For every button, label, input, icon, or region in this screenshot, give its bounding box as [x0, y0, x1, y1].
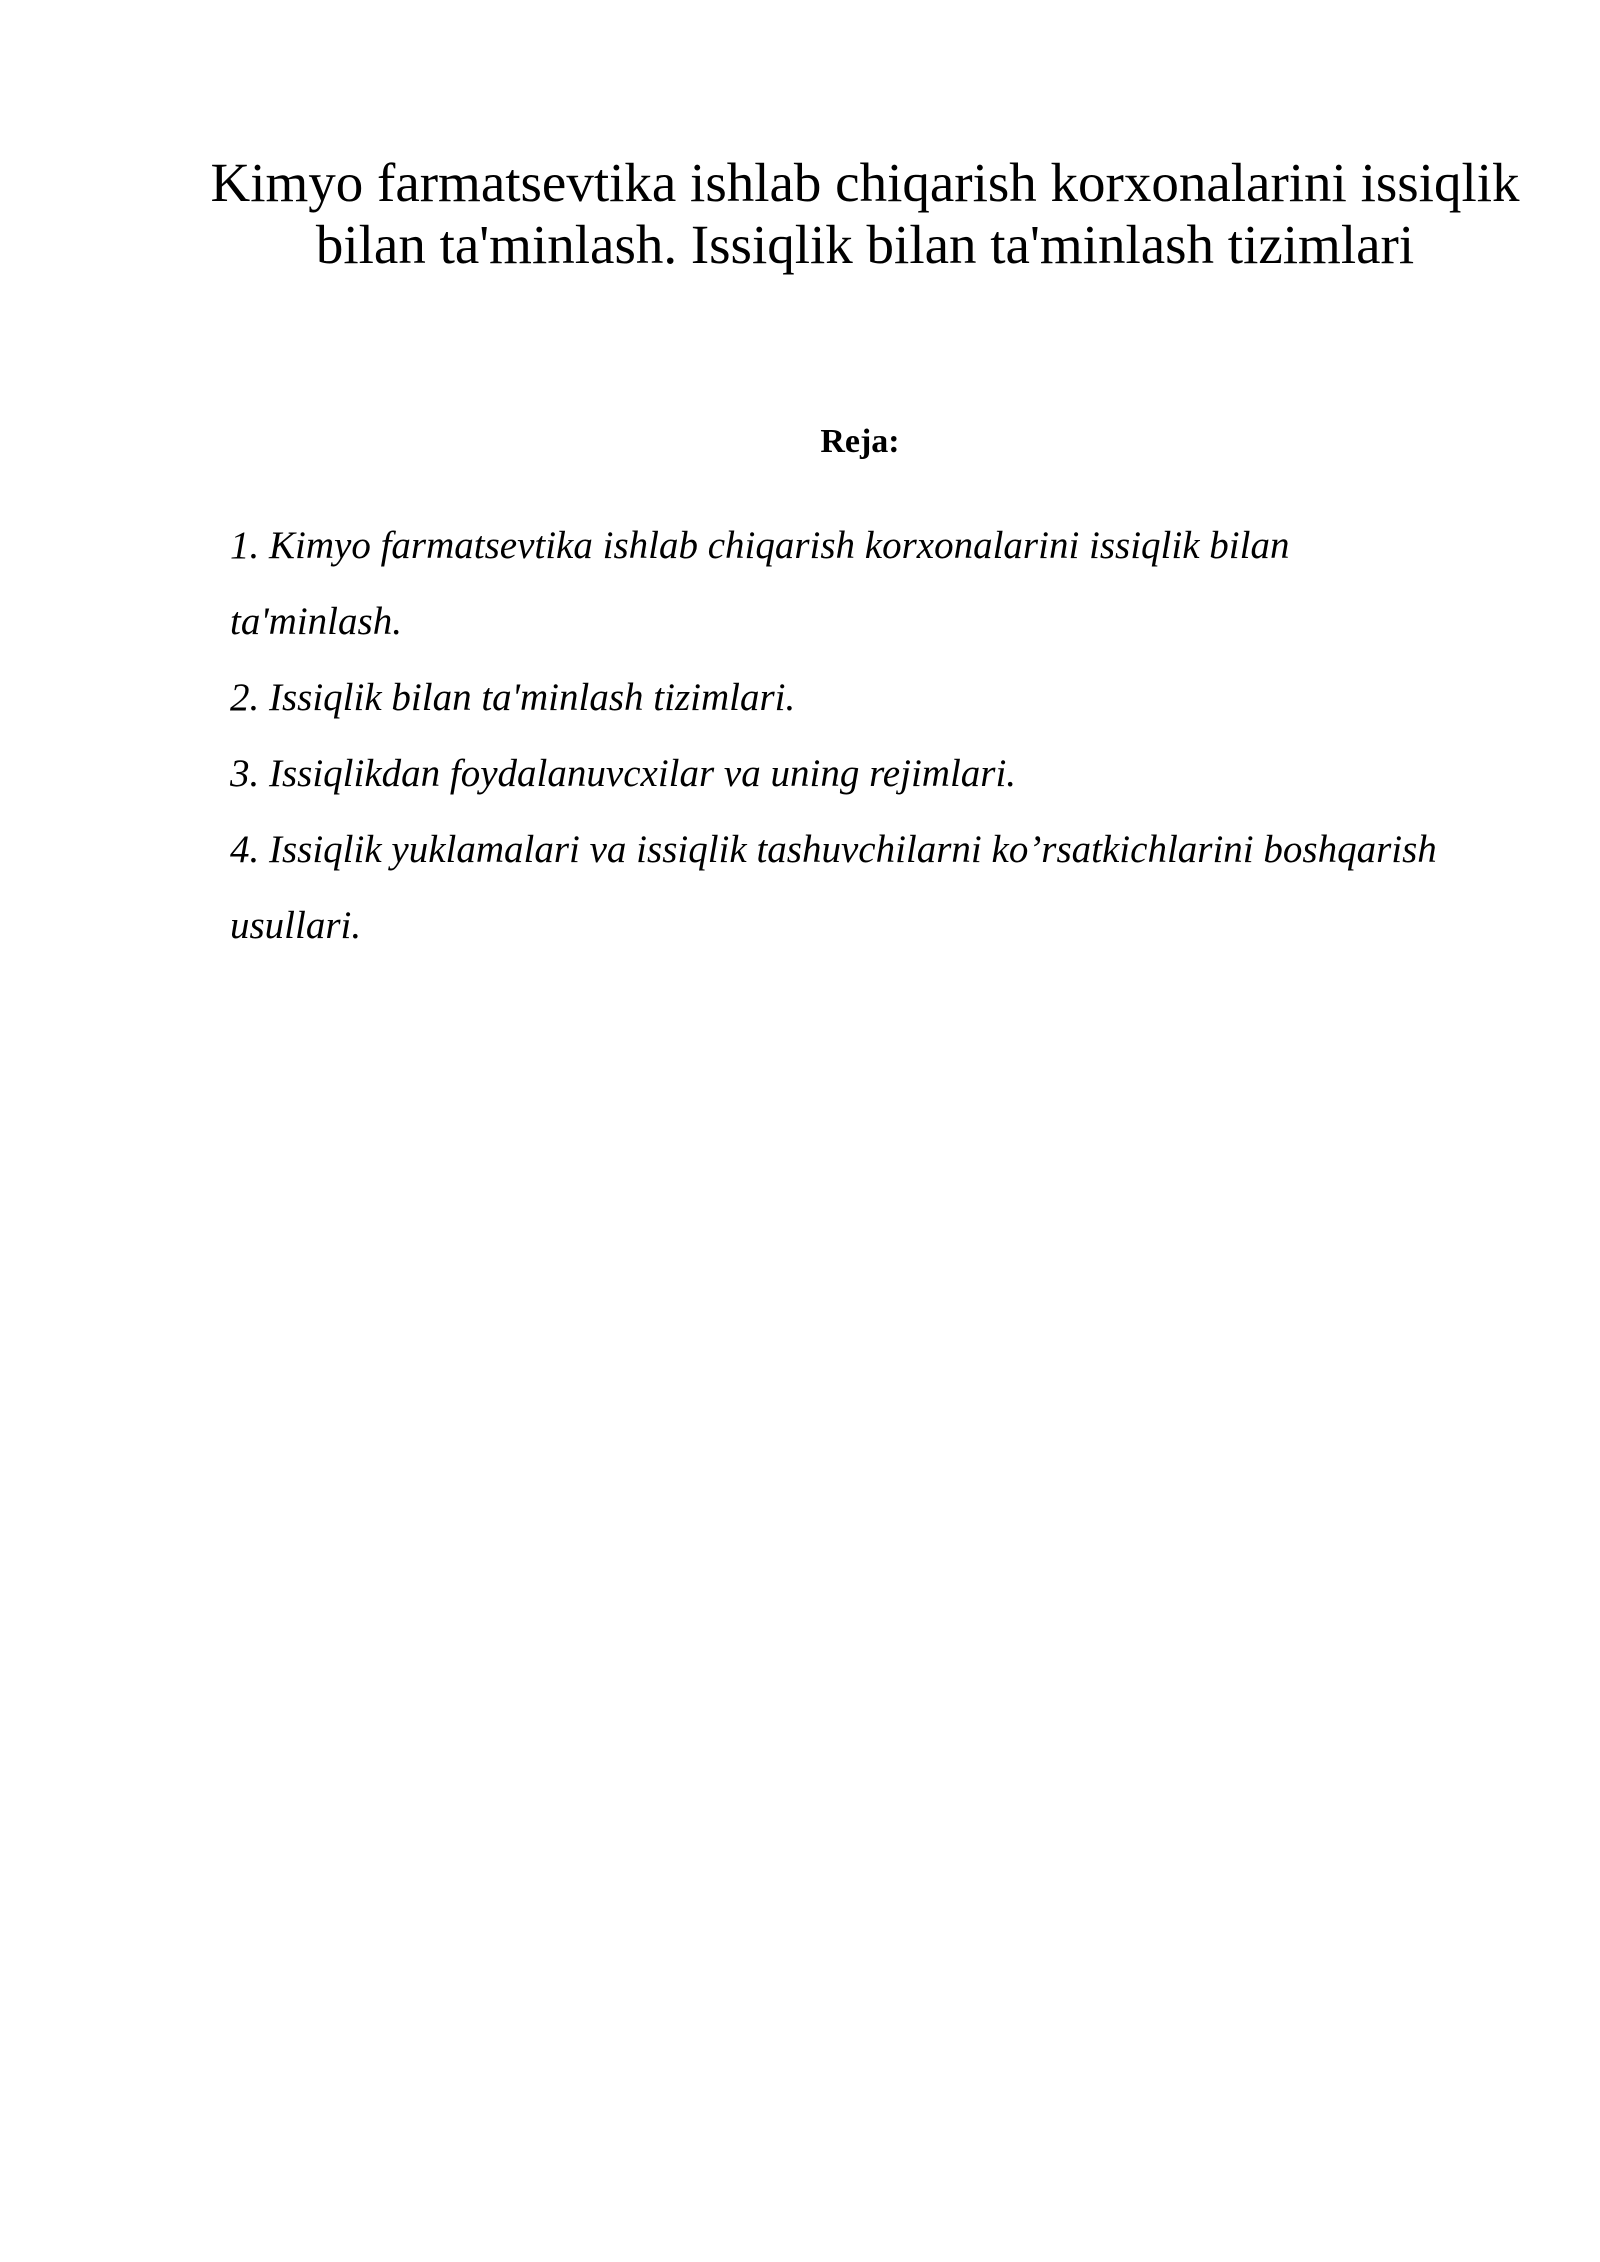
plan-item-2: 2. Issiqlik bilan ta'minlash tizimlari. — [230, 676, 796, 719]
plan-item-3: 3. Issiqlikdan foydalanuvcxilar va uning rejimlari. — [230, 752, 1017, 795]
plan-list — [230, 508, 1460, 964]
document-title: Kimyo farmatsevtika ishlab chiqarish korxonalarini issiqlik bilan ta'minlash. Issiqlik bilan ta'minlash tizimlari — [210, 152, 1520, 275]
plan-heading: Reja: — [820, 423, 900, 460]
plan-item-1: 1. Kimyo farmatsevtika ishlab chiqarish korxonalarini issiqlik bilan ta'minlash. — [230, 524, 1290, 643]
plan-item-4: 4. Issiqlik yuklamalari va issiqlik tashuvchilarni ko’rsatkichlarini boshqarish usullari. — [230, 828, 1437, 947]
